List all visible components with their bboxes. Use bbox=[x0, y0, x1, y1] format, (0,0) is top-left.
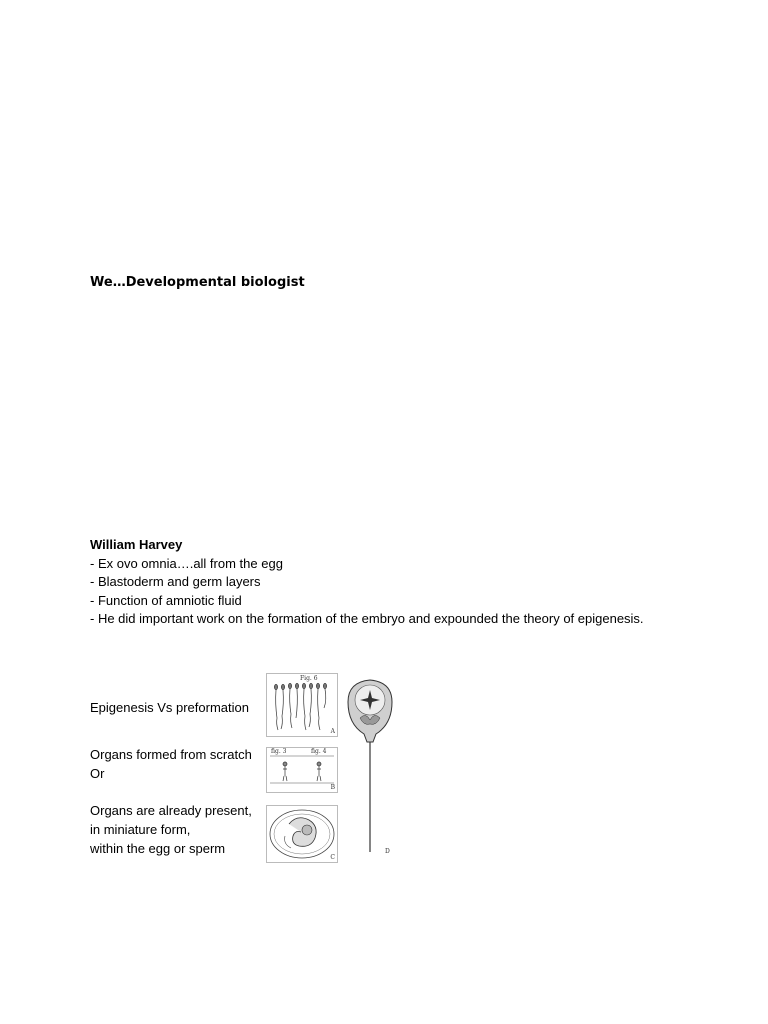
harvey-point: - Blastoderm and germ layers bbox=[90, 574, 261, 589]
harvey-point: - Function of amniotic fluid bbox=[90, 592, 242, 608]
figure-a-caption: Fig. 6 bbox=[300, 675, 318, 682]
figure-b-label: B bbox=[330, 784, 335, 791]
organs-scratch-text: Organs formed from scratch Or bbox=[90, 747, 252, 781]
william-harvey-section bbox=[90, 536, 644, 629]
page-heading: We…Developmental biologist bbox=[90, 275, 305, 290]
figure-b-caption-left: fig. 3 bbox=[271, 748, 287, 755]
harvey-point: - Ex ovo omnia….all from the egg bbox=[90, 555, 283, 571]
figure-b-homunculus-illustration bbox=[266, 747, 338, 793]
figure-d-label: D bbox=[385, 848, 390, 855]
epigenesis-title: Epigenesis Vs preformation bbox=[90, 700, 249, 715]
figure-d-spermatozoon-illustration bbox=[346, 676, 394, 858]
figure-a-sperm-illustration bbox=[266, 673, 338, 737]
figure-c-embryo-illustration bbox=[266, 805, 338, 863]
harvey-name: William Harvey bbox=[90, 537, 183, 552]
figure-a-label: A bbox=[330, 728, 335, 735]
spermatozoon-drawing-icon bbox=[346, 676, 394, 858]
figure-c-label: C bbox=[330, 854, 335, 861]
harvey-point: - He did important work on the formation of the embryo and expounded the theory of epigenesis. bbox=[90, 611, 644, 626]
organs-present-text: Organs are already present, in miniature form, within the egg or sperm bbox=[90, 803, 252, 856]
figure-b-caption-right: fig. 4 bbox=[311, 748, 327, 755]
sperm-drawing-icon bbox=[267, 674, 337, 736]
embryo-drawing-icon bbox=[267, 806, 337, 862]
